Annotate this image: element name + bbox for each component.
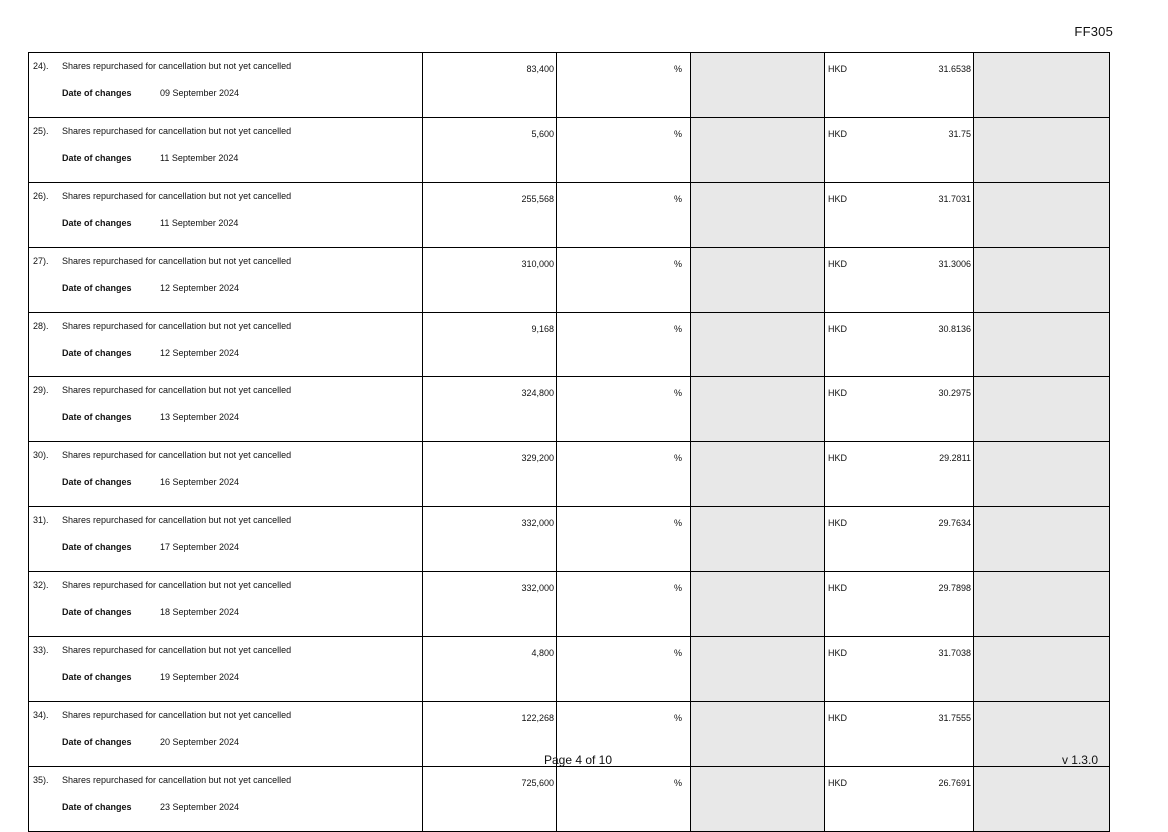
shares-value: 324,800: [521, 388, 554, 399]
row-index: 31).: [33, 515, 49, 526]
price-value: 31.7031: [938, 193, 971, 204]
row-index: 33).: [33, 645, 49, 656]
description-cell: [29, 182, 423, 247]
shaded-cell: [691, 247, 825, 312]
description-cell: [29, 312, 423, 377]
percent-symbol: %: [673, 193, 682, 204]
date-of-changes-value: 12 September 2024: [160, 347, 240, 358]
shares-value: 329,200: [521, 453, 554, 464]
currency-label: HKD: [828, 712, 848, 723]
row-description: Shares repurchased for cancellation but not yet cancelled: [62, 709, 292, 720]
percent-cell: [557, 312, 691, 377]
row-description: Shares repurchased for cancellation but not yet cancelled: [62, 320, 292, 331]
row-index: 34).: [33, 709, 49, 720]
shares-cell: [423, 377, 557, 442]
date-of-changes-value: 12 September 2024: [160, 282, 240, 293]
shares-cell: [423, 53, 557, 118]
price-value: 26.7691: [938, 777, 971, 788]
date-of-changes-label: Date of changes: [62, 347, 132, 358]
shaded-cell: [974, 247, 1110, 312]
percent-symbol: %: [673, 777, 682, 788]
row-description: Shares repurchased for cancellation but not yet cancelled: [62, 61, 292, 71]
shaded-cell: [691, 442, 825, 507]
description-cell: [29, 572, 423, 637]
percent-cell: [557, 507, 691, 572]
shaded-cell: [691, 766, 825, 831]
currency-label: HKD: [828, 777, 848, 788]
row-index: 28).: [33, 320, 49, 331]
shaded-cell: [974, 442, 1110, 507]
price-value: 29.7898: [938, 583, 971, 594]
date-of-changes-value: 13 September 2024: [160, 412, 240, 423]
shaded-cell: [974, 117, 1110, 182]
date-of-changes-label: Date of changes: [62, 217, 132, 228]
price-value: 30.8136: [938, 323, 971, 334]
price-cell: [825, 377, 974, 442]
row-description: Shares repurchased for cancellation but not yet cancelled: [62, 385, 292, 396]
price-cell: [825, 312, 974, 377]
percent-symbol: %: [673, 583, 682, 594]
percent-symbol: %: [673, 518, 682, 529]
description-cell: [29, 247, 423, 312]
price-cell: [825, 766, 974, 831]
date-of-changes-value: 11 September 2024: [160, 217, 239, 228]
date-of-changes-label: Date of changes: [62, 542, 132, 553]
table-row: [29, 117, 1110, 182]
table-row: [29, 247, 1110, 312]
percent-cell: [557, 766, 691, 831]
shaded-cell: [974, 182, 1110, 247]
price-cell: [825, 442, 974, 507]
date-of-changes-value: 20 September 2024: [160, 736, 240, 747]
currency-label: HKD: [828, 648, 848, 659]
currency-label: HKD: [828, 128, 848, 139]
shares-value: 310,000: [521, 258, 554, 269]
row-index: 26).: [33, 190, 49, 201]
shaded-cell: [691, 377, 825, 442]
shaded-cell: [974, 312, 1110, 377]
row-index: 24).: [33, 61, 49, 71]
percent-symbol: %: [673, 128, 682, 139]
currency-label: HKD: [828, 583, 848, 594]
shares-value: 5,600: [531, 128, 554, 139]
shaded-cell: [974, 377, 1110, 442]
price-value: 30.2975: [938, 388, 971, 399]
percent-cell: [557, 247, 691, 312]
shares-cell: [423, 117, 557, 182]
price-value: 31.75: [948, 128, 971, 139]
date-of-changes-label: Date of changes: [62, 801, 132, 812]
date-of-changes-label: Date of changes: [62, 672, 132, 683]
currency-label: HKD: [828, 388, 848, 399]
shaded-cell: [974, 637, 1110, 702]
table-row: [29, 766, 1110, 831]
description-cell: [29, 53, 423, 118]
date-of-changes-value: 11 September 2024: [160, 152, 239, 163]
price-value: 29.2811: [939, 453, 971, 464]
description-cell: [29, 117, 423, 182]
date-of-changes-value: 19 September 2024: [160, 672, 240, 683]
row-description: Shares repurchased for cancellation but not yet cancelled: [62, 255, 292, 266]
table-row: [29, 442, 1110, 507]
shaded-cell: [974, 572, 1110, 637]
row-description: Shares repurchased for cancellation but not yet cancelled: [62, 774, 292, 785]
date-of-changes-label: Date of changes: [62, 88, 132, 98]
price-cell: [825, 182, 974, 247]
shaded-cell: [974, 507, 1110, 572]
row-index: 27).: [33, 255, 49, 266]
currency-label: HKD: [828, 518, 848, 529]
price-cell: [825, 53, 974, 118]
share-movement-table: [28, 52, 1110, 832]
table-row: [29, 507, 1110, 572]
percent-cell: [557, 117, 691, 182]
row-index: 30).: [33, 450, 49, 461]
currency-label: HKD: [828, 453, 848, 464]
description-cell: [29, 507, 423, 572]
page-number: Page 4 of 10: [543, 753, 613, 767]
shaded-cell: [691, 507, 825, 572]
table-row: [29, 377, 1110, 442]
shares-value: 725,600: [521, 777, 554, 788]
price-cell: [825, 117, 974, 182]
shares-cell: [423, 572, 557, 637]
price-cell: [825, 637, 974, 702]
shares-cell: [423, 637, 557, 702]
percent-symbol: %: [673, 323, 682, 334]
date-of-changes-label: Date of changes: [62, 412, 132, 423]
row-description: Shares repurchased for cancellation but not yet cancelled: [62, 125, 292, 136]
shares-cell: [423, 442, 557, 507]
percent-cell: [557, 637, 691, 702]
shaded-cell: [691, 53, 825, 118]
table-body: [29, 53, 1110, 832]
row-index: 35).: [33, 774, 49, 785]
percent-cell: [557, 53, 691, 118]
shaded-cell: [974, 53, 1110, 118]
price-value: 31.6538: [938, 64, 971, 74]
row-index: 32).: [33, 580, 49, 591]
description-cell: [29, 766, 423, 831]
description-cell: [29, 377, 423, 442]
shaded-cell: [974, 766, 1110, 831]
row-description: Shares repurchased for cancellation but not yet cancelled: [62, 580, 292, 591]
percent-symbol: %: [673, 453, 682, 464]
table-row: [29, 53, 1110, 118]
percent-symbol: %: [673, 258, 682, 269]
row-description: Shares repurchased for cancellation but not yet cancelled: [62, 190, 292, 201]
shares-value: 122,268: [521, 712, 554, 723]
row-index: 25).: [33, 125, 49, 136]
date-of-changes-value: 17 September 2024: [160, 542, 240, 553]
shares-cell: [423, 312, 557, 377]
form-code: FF305: [1074, 24, 1113, 39]
shaded-cell: [691, 637, 825, 702]
shares-value: 255,568: [521, 193, 554, 204]
currency-label: HKD: [828, 193, 848, 204]
table-row: [29, 572, 1110, 637]
version-label: v 1.3.0: [1061, 753, 1098, 767]
shares-cell: [423, 507, 557, 572]
table-row: [29, 312, 1110, 377]
row-index: 29).: [33, 385, 49, 396]
table-row: [29, 182, 1110, 247]
shares-cell: [423, 182, 557, 247]
date-of-changes-label: Date of changes: [62, 607, 132, 618]
description-cell: [29, 637, 423, 702]
shares-value: 83,400: [526, 64, 554, 74]
percent-symbol: %: [673, 388, 682, 399]
shares-cell: [423, 247, 557, 312]
shares-cell: [423, 766, 557, 831]
description-cell: [29, 442, 423, 507]
date-of-changes-label: Date of changes: [62, 152, 132, 163]
shaded-cell: [691, 572, 825, 637]
percent-cell: [557, 442, 691, 507]
percent-symbol: %: [673, 64, 682, 74]
shares-value: 332,000: [521, 583, 554, 594]
date-of-changes-label: Date of changes: [62, 736, 132, 747]
date-of-changes-value: 09 September 2024: [160, 88, 240, 98]
shaded-cell: [691, 117, 825, 182]
price-cell: [825, 507, 974, 572]
percent-symbol: %: [673, 648, 682, 659]
price-value: 31.3006: [938, 258, 971, 269]
currency-label: HKD: [828, 64, 848, 74]
shares-value: 9,168: [531, 323, 554, 334]
currency-label: HKD: [828, 258, 848, 269]
price-value: 31.7038: [938, 648, 971, 659]
price-cell: [825, 572, 974, 637]
row-description: Shares repurchased for cancellation but not yet cancelled: [62, 645, 292, 656]
percent-symbol: %: [673, 712, 682, 723]
date-of-changes-value: 18 September 2024: [160, 607, 240, 618]
percent-cell: [557, 377, 691, 442]
shaded-cell: [691, 312, 825, 377]
shares-value: 332,000: [521, 518, 554, 529]
price-value: 31.7555: [938, 712, 971, 723]
date-of-changes-value: 16 September 2024: [160, 477, 240, 488]
shares-value: 4,800: [531, 648, 554, 659]
currency-label: HKD: [828, 323, 848, 334]
row-description: Shares repurchased for cancellation but not yet cancelled: [62, 515, 292, 526]
row-description: Shares repurchased for cancellation but not yet cancelled: [62, 450, 292, 461]
price-cell: [825, 247, 974, 312]
shaded-cell: [691, 182, 825, 247]
price-value: 29.7634: [938, 518, 971, 529]
date-of-changes-label: Date of changes: [62, 477, 132, 488]
table-row: [29, 637, 1110, 702]
date-of-changes-label: Date of changes: [62, 282, 132, 293]
percent-cell: [557, 572, 691, 637]
percent-cell: [557, 182, 691, 247]
date-of-changes-value: 23 September 2024: [160, 801, 240, 812]
